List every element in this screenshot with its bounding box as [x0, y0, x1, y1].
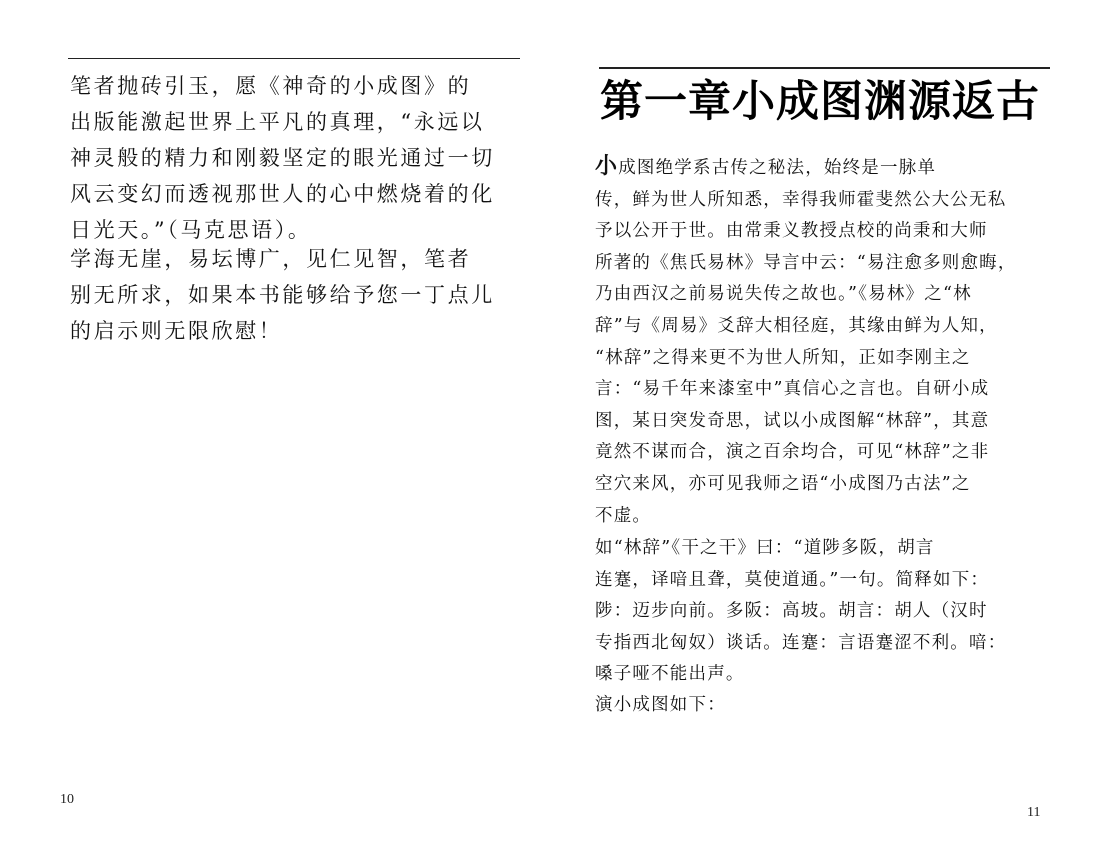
paragraph: 演小成图如下： — [595, 695, 726, 715]
paragraph: 笔者抛砖引玉，愿《神奇的小成图》的 出版能激起世界上平凡的真理，“永远以 神灵般的精力和刚毅坚定的眼光通过一切 风云变幻而透视那世人的心中燃烧着的化 日光天。”（马克思语）。 — [70, 74, 495, 242]
header-rule — [68, 58, 520, 59]
right-page — [547, 0, 1094, 843]
page-number: 11 — [1027, 805, 1041, 820]
paragraph — [595, 151, 1050, 532]
chapter-title: 第一章小成图渊源返古 — [600, 77, 1040, 127]
paragraph-text: 成图绝学系古传之秘法，始终是一脉单 传，鲜为世人所知悉，幸得我师霍斐然公大公无私 予以公开于世。由常秉义教授点校的尚秉和大师 所著的《焦氏易林》导言中云：“易注愈多则愈晦， 乃由西汉之前易说失传之故也。”《易林》之“林 辞”与《周易》爻辞大相径庭，其缘由鲜为人知， “林辞”之得来更不为世人所知，正如李刚主之 言：“易千年来漆室中”真信心之言也。自研小成 图，某日突发奇思，试以小成图解“林辞”，其意 竟然不谋而合，演之百余均合，可见“林辞”之非 空穴来风，亦可见我师之语“小成图乃古法”之 不虚。 — [595, 158, 1017, 526]
paragraph: 如“林辞”《干之干》曰：“道陟多阪，胡言 连蹇，译喑且聋，莫使道通。”一句。简释如下： — [595, 538, 990, 590]
drop-cap: 小 — [595, 153, 619, 179]
header-rule — [599, 67, 1050, 69]
paragraph: 陟：迈步向前。多阪：高坡。胡言：胡人（汉时 专指西北匈奴）谈话。连蹇：言语蹇涩不利。喑： 嗓子哑不能出声。 — [595, 601, 1007, 685]
page-number: 10 — [60, 792, 74, 807]
paragraph: 学海无崖，易坛博广，见仁见智，笔者 别无所求，如果本书能够给予您一丁点儿 的启示则无限欣慰！ — [70, 247, 495, 343]
